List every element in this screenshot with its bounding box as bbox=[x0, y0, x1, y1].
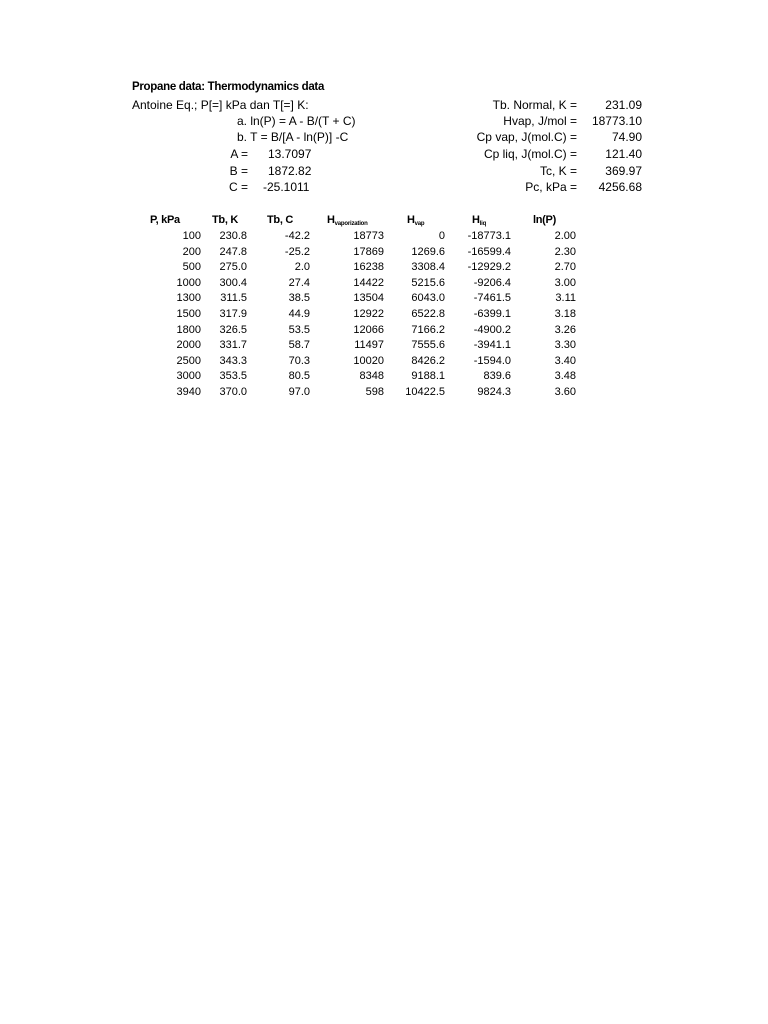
cell-pressure: 1000 bbox=[176, 276, 201, 289]
antoine-heading: Antoine Eq.; P[=] kPa dan T[=] K: bbox=[132, 98, 309, 112]
property-label: Hvap, J/mol = bbox=[503, 114, 577, 128]
cell-h-liq: -1594.0 bbox=[473, 354, 511, 367]
antoine-equation-b: b. T = B/[A - ln(P)] -C bbox=[237, 130, 349, 144]
cell-h-liq: -12929.2 bbox=[467, 261, 511, 274]
cell-tb-kelvin: 353.5 bbox=[219, 370, 247, 383]
property-value: 74.90 bbox=[611, 130, 642, 144]
cell-pressure: 1500 bbox=[176, 308, 201, 320]
cell-tb-celsius: 58.7 bbox=[288, 339, 310, 352]
cell-ln-p: 2.00 bbox=[554, 230, 576, 242]
cell-pressure: 2500 bbox=[176, 354, 201, 367]
header-pressure: P, kPa bbox=[150, 214, 180, 226]
cell-h-liq: -7461.5 bbox=[473, 292, 511, 305]
sheet-title: Propane data: Thermodynamics data bbox=[132, 81, 325, 93]
cell-h-vap: 3308.4 bbox=[411, 261, 445, 274]
cell-pressure: 1300 bbox=[176, 292, 201, 305]
cell-ln-p: 3.26 bbox=[554, 323, 576, 336]
cell-h-liq: -16599.4 bbox=[467, 245, 511, 258]
cell-h-liq: -18773.1 bbox=[467, 230, 511, 242]
header-h-vap: $H_{vap}$ bbox=[407, 214, 425, 227]
cell-ln-p: 3.11 bbox=[555, 292, 576, 305]
property-label: Tb. Normal, K = bbox=[492, 98, 577, 112]
property-value: 121.40 bbox=[605, 147, 642, 161]
property-value: 369.97 bbox=[605, 164, 642, 178]
cell-ln-p: 3.60 bbox=[554, 386, 576, 398]
cell-tb-celsius: -25.2 bbox=[284, 245, 310, 258]
cell-h-vap: 10422.5 bbox=[405, 386, 445, 398]
cell-tb-celsius: 2.0 bbox=[294, 261, 310, 274]
cell-tb-kelvin: 300.4 bbox=[219, 276, 247, 289]
header-h-vaporization: $H_{vaporization}$ bbox=[327, 214, 368, 227]
property-value: 18773.10 bbox=[591, 114, 642, 128]
constant-c-label: C = bbox=[228, 180, 248, 194]
cell-ln-p: 3.00 bbox=[554, 276, 576, 289]
cell-tb-kelvin: 317.9 bbox=[219, 308, 247, 320]
constant-a-value: 13.7097 bbox=[268, 147, 312, 161]
constant-b-label: B = bbox=[229, 164, 248, 178]
cell-h-vaporization: 17869 bbox=[353, 245, 384, 258]
cell-tb-celsius: 27.4 bbox=[288, 276, 310, 289]
header-tb-celsius: Tb, C bbox=[267, 214, 293, 226]
cell-h-liq: -9206.4 bbox=[473, 276, 511, 289]
cell-h-vap: 7555.6 bbox=[411, 339, 445, 352]
cell-h-liq: -6399.1 bbox=[473, 308, 511, 320]
cell-h-vap: 9188.1 bbox=[411, 370, 445, 383]
header-h-liq: $H_{liq}$ bbox=[472, 214, 487, 227]
cell-tb-kelvin: 326.5 bbox=[219, 323, 247, 336]
property-label: Cp vap, J(mol.C) = bbox=[476, 130, 577, 144]
cell-ln-p: 3.30 bbox=[554, 339, 576, 352]
cell-tb-kelvin: 230.8 bbox=[219, 230, 247, 242]
constant-b-value: 1872.82 bbox=[268, 164, 312, 178]
cell-pressure: 200 bbox=[182, 245, 201, 258]
cell-tb-kelvin: 247.8 bbox=[219, 245, 247, 258]
cell-h-vaporization: 18773 bbox=[353, 230, 384, 242]
cell-tb-kelvin: 331.7 bbox=[219, 339, 247, 352]
constant-c-value: -25.1011 bbox=[263, 180, 310, 194]
cell-h-vaporization: 598 bbox=[365, 386, 384, 398]
cell-h-vap: 6043.0 bbox=[411, 292, 445, 305]
header-ln-p: ln(P) bbox=[533, 214, 556, 226]
cell-h-liq: 839.6 bbox=[483, 370, 511, 383]
cell-tb-kelvin: 275.0 bbox=[219, 261, 247, 274]
cell-tb-kelvin: 311.5 bbox=[220, 292, 247, 305]
cell-h-vap: 6522.8 bbox=[411, 308, 445, 320]
property-label: Pc, kPa = bbox=[525, 180, 577, 194]
cell-h-liq: 9824.3 bbox=[477, 386, 511, 398]
constant-a-label: A = bbox=[230, 147, 248, 161]
cell-h-vaporization: 8348 bbox=[359, 370, 384, 383]
property-label: Cp liq, J(mol.C) = bbox=[483, 147, 577, 161]
cell-ln-p: 3.18 bbox=[554, 308, 576, 320]
cell-h-vaporization: 12922 bbox=[353, 308, 384, 320]
cell-tb-kelvin: 343.3 bbox=[219, 354, 247, 367]
cell-h-vaporization: 16238 bbox=[353, 261, 384, 274]
cell-pressure: 1800 bbox=[176, 323, 201, 336]
cell-tb-celsius: 70.3 bbox=[288, 354, 310, 367]
cell-ln-p: 2.30 bbox=[554, 245, 576, 258]
cell-h-vap: 0 bbox=[438, 230, 445, 242]
cell-ln-p: 3.40 bbox=[554, 354, 576, 367]
cell-pressure: 3000 bbox=[176, 370, 201, 383]
cell-h-vaporization: 14422 bbox=[353, 276, 384, 289]
cell-h-vaporization: 12066 bbox=[353, 323, 384, 336]
cell-h-liq: -4900.2 bbox=[473, 323, 511, 336]
cell-tb-celsius: 80.5 bbox=[288, 370, 310, 383]
cell-pressure: 3940 bbox=[176, 386, 201, 398]
cell-h-vaporization: 11497 bbox=[354, 339, 384, 352]
cell-tb-celsius: 44.9 bbox=[288, 308, 310, 320]
header-tb-kelvin: Tb, K bbox=[212, 214, 238, 226]
cell-h-liq: -3941.1 bbox=[473, 339, 511, 352]
cell-pressure: 2000 bbox=[176, 339, 201, 352]
cell-pressure: 100 bbox=[182, 230, 201, 242]
cell-tb-celsius: 38.5 bbox=[288, 292, 310, 305]
cell-h-vap: 7166.2 bbox=[411, 323, 445, 336]
cell-h-vap: 1269.6 bbox=[411, 245, 445, 258]
cell-tb-celsius: 53.5 bbox=[288, 323, 310, 336]
cell-tb-kelvin: 370.0 bbox=[219, 386, 247, 398]
cell-h-vap: 5215.6 bbox=[411, 276, 445, 289]
cell-h-vaporization: 10020 bbox=[353, 354, 384, 367]
cell-h-vaporization: 13504 bbox=[353, 292, 384, 305]
property-label: Tc, K = bbox=[539, 164, 577, 178]
cell-tb-celsius: -42.2 bbox=[284, 230, 310, 242]
cell-h-vap: 8426.2 bbox=[411, 354, 445, 367]
cell-ln-p: 3.48 bbox=[554, 370, 576, 383]
antoine-equation-a: a. ln(P) = A - B/(T + C) bbox=[237, 114, 356, 128]
cell-ln-p: 2.70 bbox=[554, 261, 576, 274]
cell-pressure: 500 bbox=[182, 261, 201, 274]
property-value: 231.09 bbox=[605, 98, 642, 112]
cell-tb-celsius: 97.0 bbox=[288, 386, 310, 398]
property-value: 4256.68 bbox=[598, 180, 642, 194]
